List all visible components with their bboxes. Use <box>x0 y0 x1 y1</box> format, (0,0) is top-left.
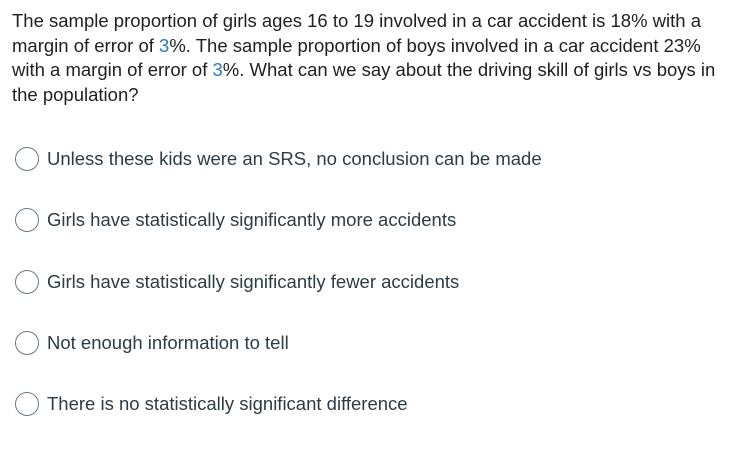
answer-option-5[interactable] <box>15 389 408 419</box>
answer-option-label[interactable]: Girls have statistically significantly more accidents <box>47 209 457 230</box>
answer-option-1[interactable] <box>15 144 542 174</box>
radio-button-icon[interactable] <box>15 208 39 232</box>
question-part-1: The sample proportion of girls ages 16 to 19 involved in a car accident is 18% with a margin of error of <box>12 10 701 56</box>
answer-option-4[interactable] <box>15 328 289 358</box>
question-part-3: %. What can we say about the driving skill of girls vs boys in the population? <box>12 59 716 105</box>
answer-option-3[interactable] <box>15 267 459 297</box>
answer-option-2[interactable] <box>15 205 456 235</box>
radio-button-icon[interactable] <box>15 147 39 171</box>
radio-button-icon[interactable] <box>15 331 39 355</box>
answer-option-label[interactable]: Not enough information to tell <box>47 332 289 353</box>
answer-option-label[interactable]: There is no statistically significant difference <box>47 393 408 414</box>
margin-of-error-girls: 3 <box>159 34 170 56</box>
answer-option-label[interactable]: Girls have statistically significantly fewer accidents <box>47 271 460 292</box>
radio-button-icon[interactable] <box>15 392 39 416</box>
margin-of-error-boys: 3 <box>212 59 223 80</box>
question-text <box>12 9 728 107</box>
question-part-2: %. The sample proportion of boys involved in a car accident 23% with a margin of error of <box>12 34 701 80</box>
radio-button-icon[interactable] <box>15 270 39 294</box>
answer-option-label[interactable]: Unless these kids were an SRS, no conclusion can be made <box>47 148 542 169</box>
